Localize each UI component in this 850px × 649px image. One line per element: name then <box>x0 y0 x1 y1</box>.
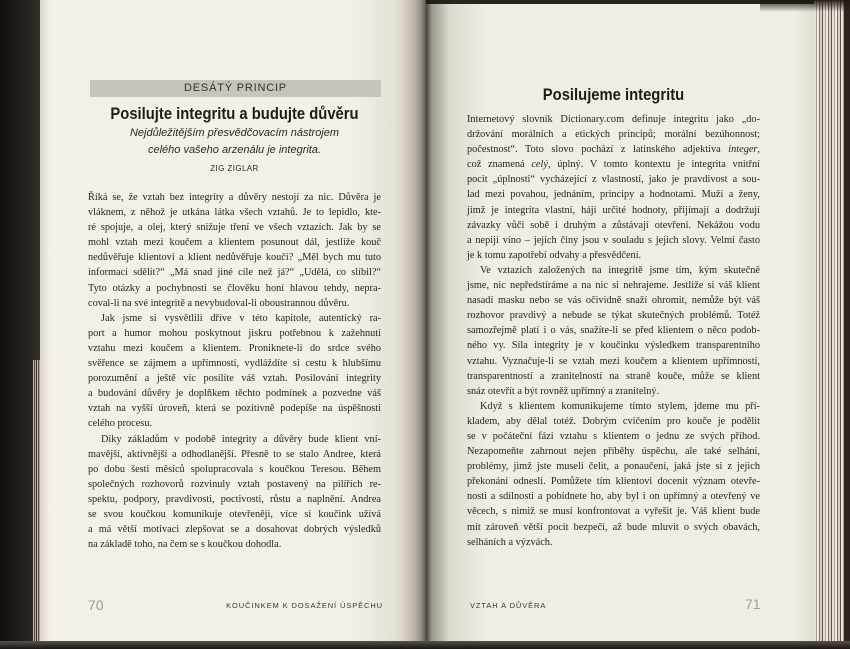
text-line: Tyto otázky a pochybnosti se člověku honí hlavou tehdy, nepra- <box>88 282 381 294</box>
text-line: se v počáteční fázi vztahu s klientem o jednu ze svých příhod. <box>467 430 760 442</box>
text-line: problémy, jimž jste museli čelit, a ponaučení, jaká jste si z jejich <box>467 461 760 473</box>
right-page-stack <box>814 0 844 649</box>
text-line: Když s klientem komunikujeme tímto stylem, jdeme mu pří- <box>480 400 760 412</box>
text-line: Internetový slovník Dictionary.com definuje integritu jako „do- <box>467 114 760 125</box>
text-line: společných rozhovorů rozvinuly vztah postavený na pilířích re- <box>88 478 381 490</box>
text-line: spektu, podpory, pravdivosti, poctivosti, růstu a naplnění. Andrea <box>88 493 381 505</box>
right-page <box>426 4 814 642</box>
text-line: snáz otevřít a být rovněž upřímný a zranitelný. <box>467 385 660 397</box>
text-line: překonání odnesli. Pomůžete tím klientovi docenit význam otevře- <box>467 476 760 488</box>
text-line: svěřence se zájmem a upřímností, vydláždíte si cestu k hlubšímu <box>88 358 381 370</box>
text-run: počestnost“. Toto slovo pochází z latinského adjektiva <box>467 144 729 156</box>
text-line <box>467 157 760 172</box>
text-line: nedůvěřuje klientovi a klient nedůvěřuje kouči? „Měl bych mu tuto <box>88 252 381 264</box>
book-gutter-shadow <box>404 0 450 645</box>
text-line: a nepijí víno – jejich činy jsou v souladu s jejich slovy. Velmi často <box>467 234 760 246</box>
text-line: pocit „úplnosti“ vycházející z vlastností, jako je pravdivost a sou- <box>467 174 760 186</box>
epigraph <box>88 125 381 174</box>
section-title: Posilujeme integritu <box>542 85 685 104</box>
chapter-label: DESÁTÝ PRINCIP <box>184 82 287 94</box>
text-line: věcech, s nimiž se musí konfrontovat a vyřešit je. Váš klient bude <box>467 506 760 518</box>
text-run: , úplný. V tomto kontextu je integrita vnitřní <box>547 159 761 171</box>
text-run: což znamená <box>467 159 532 171</box>
body-text <box>467 112 760 550</box>
text-line: nosti a sdílnosti a pobídnete ho, aby byl i on upřímný a otevřený ve <box>467 491 760 503</box>
text-line: samozřejmě platí i o vás, snažíte-li se před klientem o něco podob- <box>467 325 760 337</box>
italic-term: celý <box>531 159 548 171</box>
text-line: Díky základům v podobě integrity a důvěry bude klient vní- <box>101 433 381 445</box>
epigraph-author: ZIG ZIGLAR <box>210 164 259 173</box>
text-line: coval-li na své integritě a nevybudoval-li oboustrannou důvěru. <box>88 297 350 309</box>
text-line: Nezapomeňte zahrnout nejen příběhy úspěchu, ale také selhání, <box>467 446 760 458</box>
text-line: mohl vztah mezi koučem a klientem posunout dál, jestliže kouč <box>88 237 381 249</box>
page-number: 71 <box>745 596 761 612</box>
text-line: lad mezi povahou, jednáním, principy a hodnotami. Muži a ženy, <box>467 189 760 201</box>
epigraph-line: celého vašeho arzenálu je integrita. <box>147 144 322 156</box>
paragraph <box>467 263 760 399</box>
text-line: nasadí masku nebo se vás očividně snaží ohromit, nemůže být váš <box>467 295 760 307</box>
text-line: držování morálních a etických principů; morální bezúhonnost; <box>467 129 760 141</box>
bottom-edge <box>0 641 850 649</box>
chapter-title: Posilujte integritu a budujte důvěru <box>110 104 359 123</box>
text-line: kladem, aby dělal totéž. Dobrým cvičením pro kouče je podělit <box>467 415 760 427</box>
text-line: a má větší motivaci zlepšovat se a dosahovat dobrých výsledků <box>88 524 381 536</box>
chapter-label-band <box>90 80 381 97</box>
background-right-edge <box>844 0 850 649</box>
text-line: rozhovor pravdivý a nebude se týkat skutečných problémů. Totéž <box>467 310 760 322</box>
text-line: vláknem, z něhož je utkána látka všech vztahů. Je to lepidlo, kte- <box>88 207 381 219</box>
body-text <box>88 190 381 552</box>
page-number: 70 <box>88 597 104 613</box>
running-footer: KOUČINKEM K DOSAŽENÍ ÚSPĚCHU <box>226 601 383 610</box>
paragraph <box>467 399 760 550</box>
running-footer: VZTAH A DŮVĚRA <box>470 601 547 610</box>
paragraph <box>88 432 381 553</box>
paragraph <box>88 311 381 432</box>
italic-term: integer <box>728 144 758 156</box>
text-line: Jak jsme si vysvětlili dříve v této kapitole, autentický ra- <box>101 312 381 324</box>
text-line: jimž je integrita vlastní, hájí určité hodnoty, přijímají a dodržují <box>467 204 760 216</box>
text-line: transparentností a zranitelností na straně kouče, může se klient <box>467 370 760 382</box>
text-line: Říká se, že vztah bez integrity a důvěry nestojí za nic. Důvěra je <box>88 192 381 203</box>
text-line: na základě toho, na čem se s koučkou dohodla. <box>88 539 282 551</box>
epigraph-line: Nejdůležitějším přesvědčovacím nástrojem <box>129 127 340 139</box>
text-line: je k tomu zapotřebí odvahy a přesvědčení. <box>467 249 642 261</box>
text-line: selháních a výzvách. <box>467 536 553 548</box>
text-run: , <box>757 144 760 156</box>
text-line: závazky vůči sobě i druhým a zůstávají otevření. Nekážou vodu <box>467 219 760 231</box>
text-line: celého procesu. <box>88 418 153 430</box>
text-line: mavější, aktivnější a odhodlanější. Přesně to se stalo Andree, která <box>88 448 381 460</box>
text-line: se svou koučkou komunikuje otevřeněji, více si koučink užívá <box>88 508 381 520</box>
text-line: porozumění a ještě víc posílíte váš vztah. Posilování integrity <box>88 373 381 385</box>
text-line <box>467 142 760 157</box>
text-line: port a humor mohou poskytnout jiskru potřebnou k zažehnutí <box>88 327 381 339</box>
top-right-shadow <box>760 0 850 12</box>
text-line: vztahu mezi koučem a klientem. Proniknete-li do srdce svého <box>88 342 381 354</box>
text-line: a budování důvěry je doplňkem těchto podmínek a pozvedne váš <box>88 388 381 400</box>
text-line: informaci sdělit?“ „Má snad jiné cíle než já?“ „Udělá, co slíbil?“ <box>88 267 381 279</box>
text-line: vztah na vyšší úroveň, která se pozitivně podepíše na úspěšnosti <box>88 403 381 415</box>
text-line: mít zároveň větší pocit bezpečí, až bude mluvit o svých obavách, <box>467 521 760 533</box>
text-line: vztahu. Vyznačuje-li se vztah mezi koučem a klientem upřímností, <box>467 355 760 367</box>
text-line: ného vy. Síla integrity je v koučinku výsledkem transparentního <box>467 340 760 352</box>
paragraph <box>88 190 381 311</box>
text-line: Ve vztazích založených na integritě jsme tím, kým skutečně <box>480 264 760 276</box>
paragraph <box>467 112 760 263</box>
text-line: ré spojuje, a olej, který snižuje tření ve všech vztazích. Jak by se <box>88 222 381 234</box>
left-page <box>40 0 426 642</box>
text-line: po dobu šesti měsíců spolupracovala s koučkou Teresou. Během <box>88 463 381 475</box>
text-line: jsme, nic nepředstíráme a na nic si nehrajeme. Jestliže si váš klient <box>467 280 760 292</box>
